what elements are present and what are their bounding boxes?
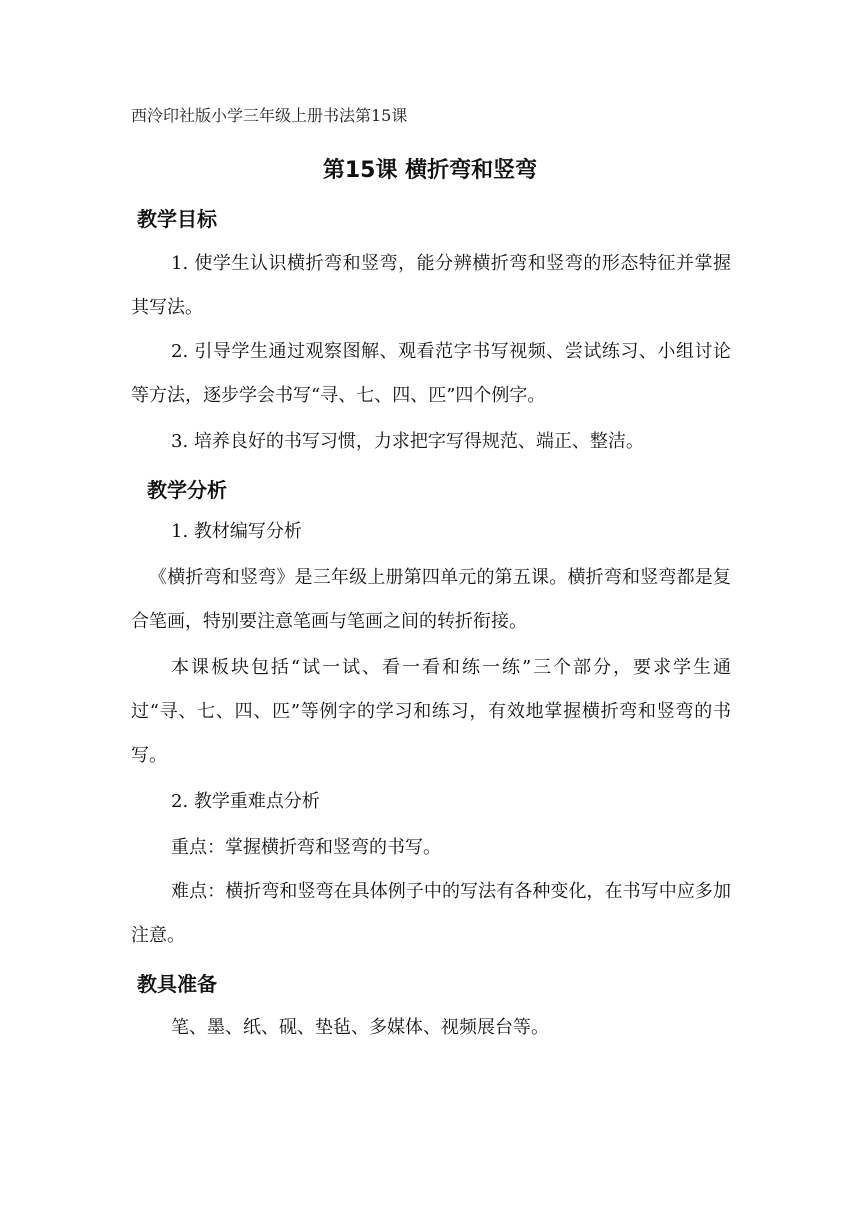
objective-item-3: 3. 培养良好的书写习惯，力求把字写得规范、端正、整洁。 <box>171 431 644 452</box>
objective-item-2: 2. 引导学生通过观察图解、观看范字书写视频、尝试练习、小组讨论等方法，逐步学会书写“寻、七、四、匹”四个例字。 <box>131 341 731 406</box>
materials-text: 笔、墨、纸、砚、垫毡、多媒体、视频展台等。 <box>171 1017 549 1038</box>
difficulty: 难点：横折弯和竖弯在具体例子中的写法有各种变化，在书写中应多加注意。 <box>131 881 731 946</box>
analysis-sub1-para2: 本课板块包括“试一试、看一看和练一练”三个部分，要求学生通过“寻、七、四、匹”等例字的学习和练习，有效地掌握横折弯和竖弯的书写。 <box>131 657 731 766</box>
analysis-heading: 教学分析 <box>147 478 227 502</box>
objectives-heading: 教学目标 <box>137 207 217 231</box>
objective-item-1: 1. 使学生认识横折弯和竖弯，能分辨横折弯和竖弯的形态特征并掌握其写法。 <box>131 253 731 318</box>
analysis-sub1-title: 1. 教材编写分析 <box>171 521 302 542</box>
materials-heading: 教具准备 <box>137 972 217 996</box>
lesson-title: 第15课 横折弯和竖弯 <box>322 158 538 183</box>
analysis-sub2-title: 2. 教学重难点分析 <box>171 791 320 812</box>
analysis-sub1-para1: 《横折弯和竖弯》是三年级上册第四单元的第五课。横折弯和竖弯都是复合笔画，特别要注意笔画与笔画之间的转折衔接。 <box>131 567 731 632</box>
key-point: 重点：掌握横折弯和竖弯的书写。 <box>171 837 441 858</box>
source-line: 西泠印社版小学三年级上册书法第15课 <box>131 106 408 125</box>
